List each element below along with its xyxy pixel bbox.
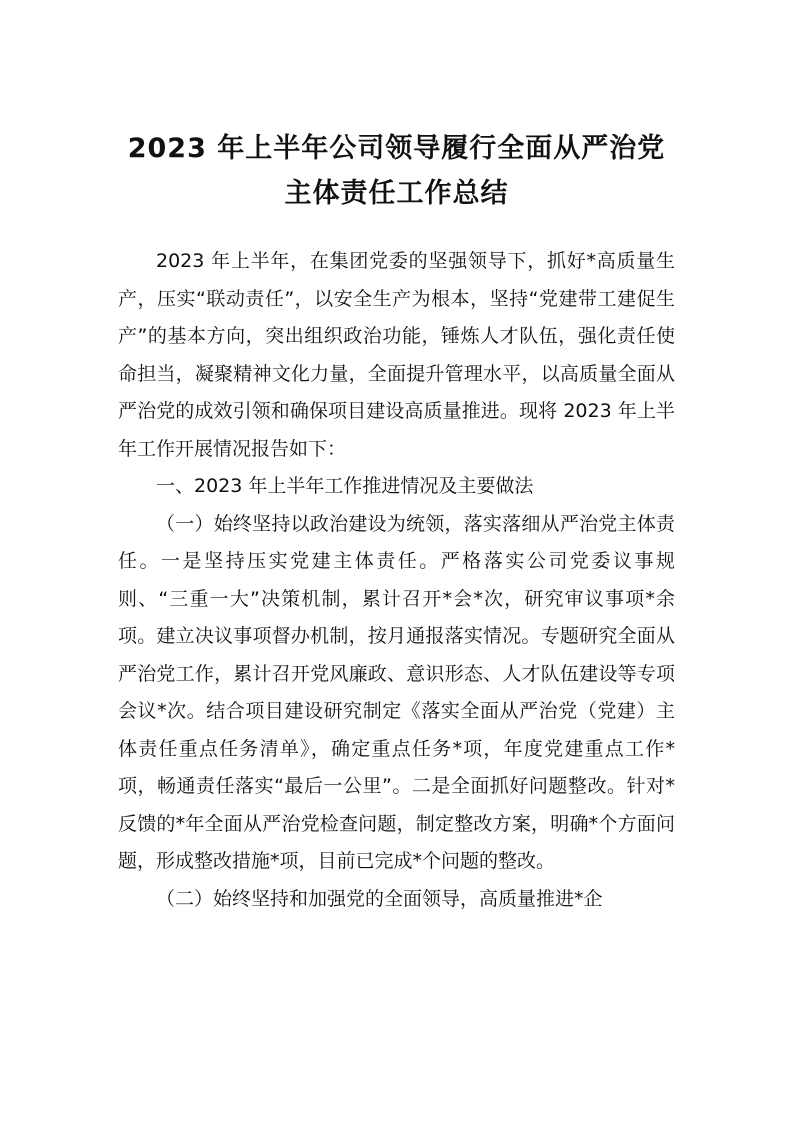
document-body — [118, 243, 675, 918]
section-heading: 一、2023 年上半年工作推进情况及主要做法 — [156, 475, 534, 497]
intro-paragraph: 2023 年上半年，在集团党委的坚强领导下，抓好*高质量生产，压实“联动责任”，以安全生产为根本，坚持“党建带工建促生产”的基本方向，突出组织政治功能，锤炼人才队伍，强化责任使命担当，凝聚精神文化力量，全面提升管理水平，以高质量全面从严治党的成效引领和确保项目建设高质量推进。现将 2023 年上半年工作开展情况报告如下： — [118, 250, 675, 460]
section-paragraph-2: （二）始终坚持和加强党的全面领导，高质量推进*企 — [156, 887, 603, 910]
section-paragraph-1: （一）始终坚持以政治建设为统领，落实落细从严治党主体责任。一是坚持压实党建主体责任。严格落实公司党委议事规则、“三重一大”决策机制，累计召开*会*次，研究审议事项*余项。建立决议事项督办机制，按月通报落实情况。专题研究全面从严治党工作，累计召开党风廉政、意识形态、人才队伍建设等专项会议*次。结合项目建设研究制定《落实全面从严治党（党建）主体责任重点任务清单》，确定重点任务*项，年度党建重点工作*项，畅通责任落实“最后一公里”。二是全面抓好问题整改。针对*反馈的*年全面从严治党检查问题，制定整改方案，明确*个方面问题，形成整改措施*项，目前已完成*个问题的整改。 — [118, 512, 675, 872]
document-title-line-2: 主体责任工作总结 — [284, 178, 509, 209]
document-title-line-1: 2023 年上半年公司领导履行全面从严治党 — [127, 133, 666, 164]
